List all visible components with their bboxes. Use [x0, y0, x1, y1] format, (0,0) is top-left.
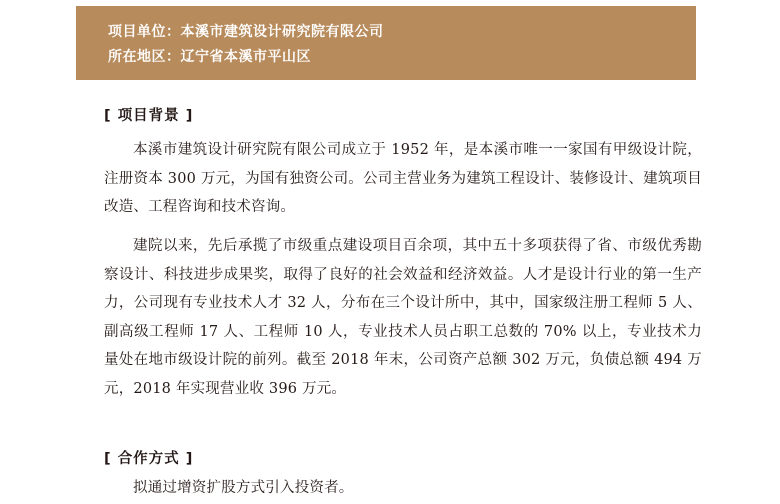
- section-title-background: 项目背景: [117, 108, 180, 124]
- background-paragraph-1: 本溪市建筑设计研究院有限公司成立于 1952 年，是本溪市唯一一家国有甲级设计院，注册资本 300 万元，为国有独资公司。公司主营业务为建筑工程设计、装修设计、建筑项目改造、工程咨询和技术咨询。: [104, 142, 702, 215]
- cooperation-paragraph: 拟通过增资扩股方式引入投资者。: [133, 480, 354, 496]
- project-unit-line: 项目单位：本溪市建筑设计研究院有限公司: [108, 24, 384, 40]
- section-heading-background: [ 项目背景 ]: [104, 108, 194, 124]
- project-region-line: 所在地区：辽宁省本溪市平山区: [108, 49, 311, 65]
- section-heading-cooperation: [ 合作方式 ]: [104, 451, 194, 467]
- background-paragraph-2: 建院以来，先后承揽了市级重点建设项目百余项，其中五十多项获得了省、市级优秀勘察设计、科技进步成果奖，取得了良好的社会效益和经济效益。人才是设计行业的第一生产力，公司现有专业技术人才 32 人，分布在三个设计所中，其中，国家级注册工程师 5 人、副高级工程师 17 人、工程师 10 人，专业技术人员占职工总数的 70% 以上，专业技术力量处在地市级设计院的前列。截至 2018 年末，公司资产总额 302 万元，负债总额 494 万元，2018 年实现营业收 396 万元。: [104, 238, 702, 397]
- section-title-cooperation: 合作方式: [117, 451, 180, 467]
- project-info-banner: [76, 6, 696, 80]
